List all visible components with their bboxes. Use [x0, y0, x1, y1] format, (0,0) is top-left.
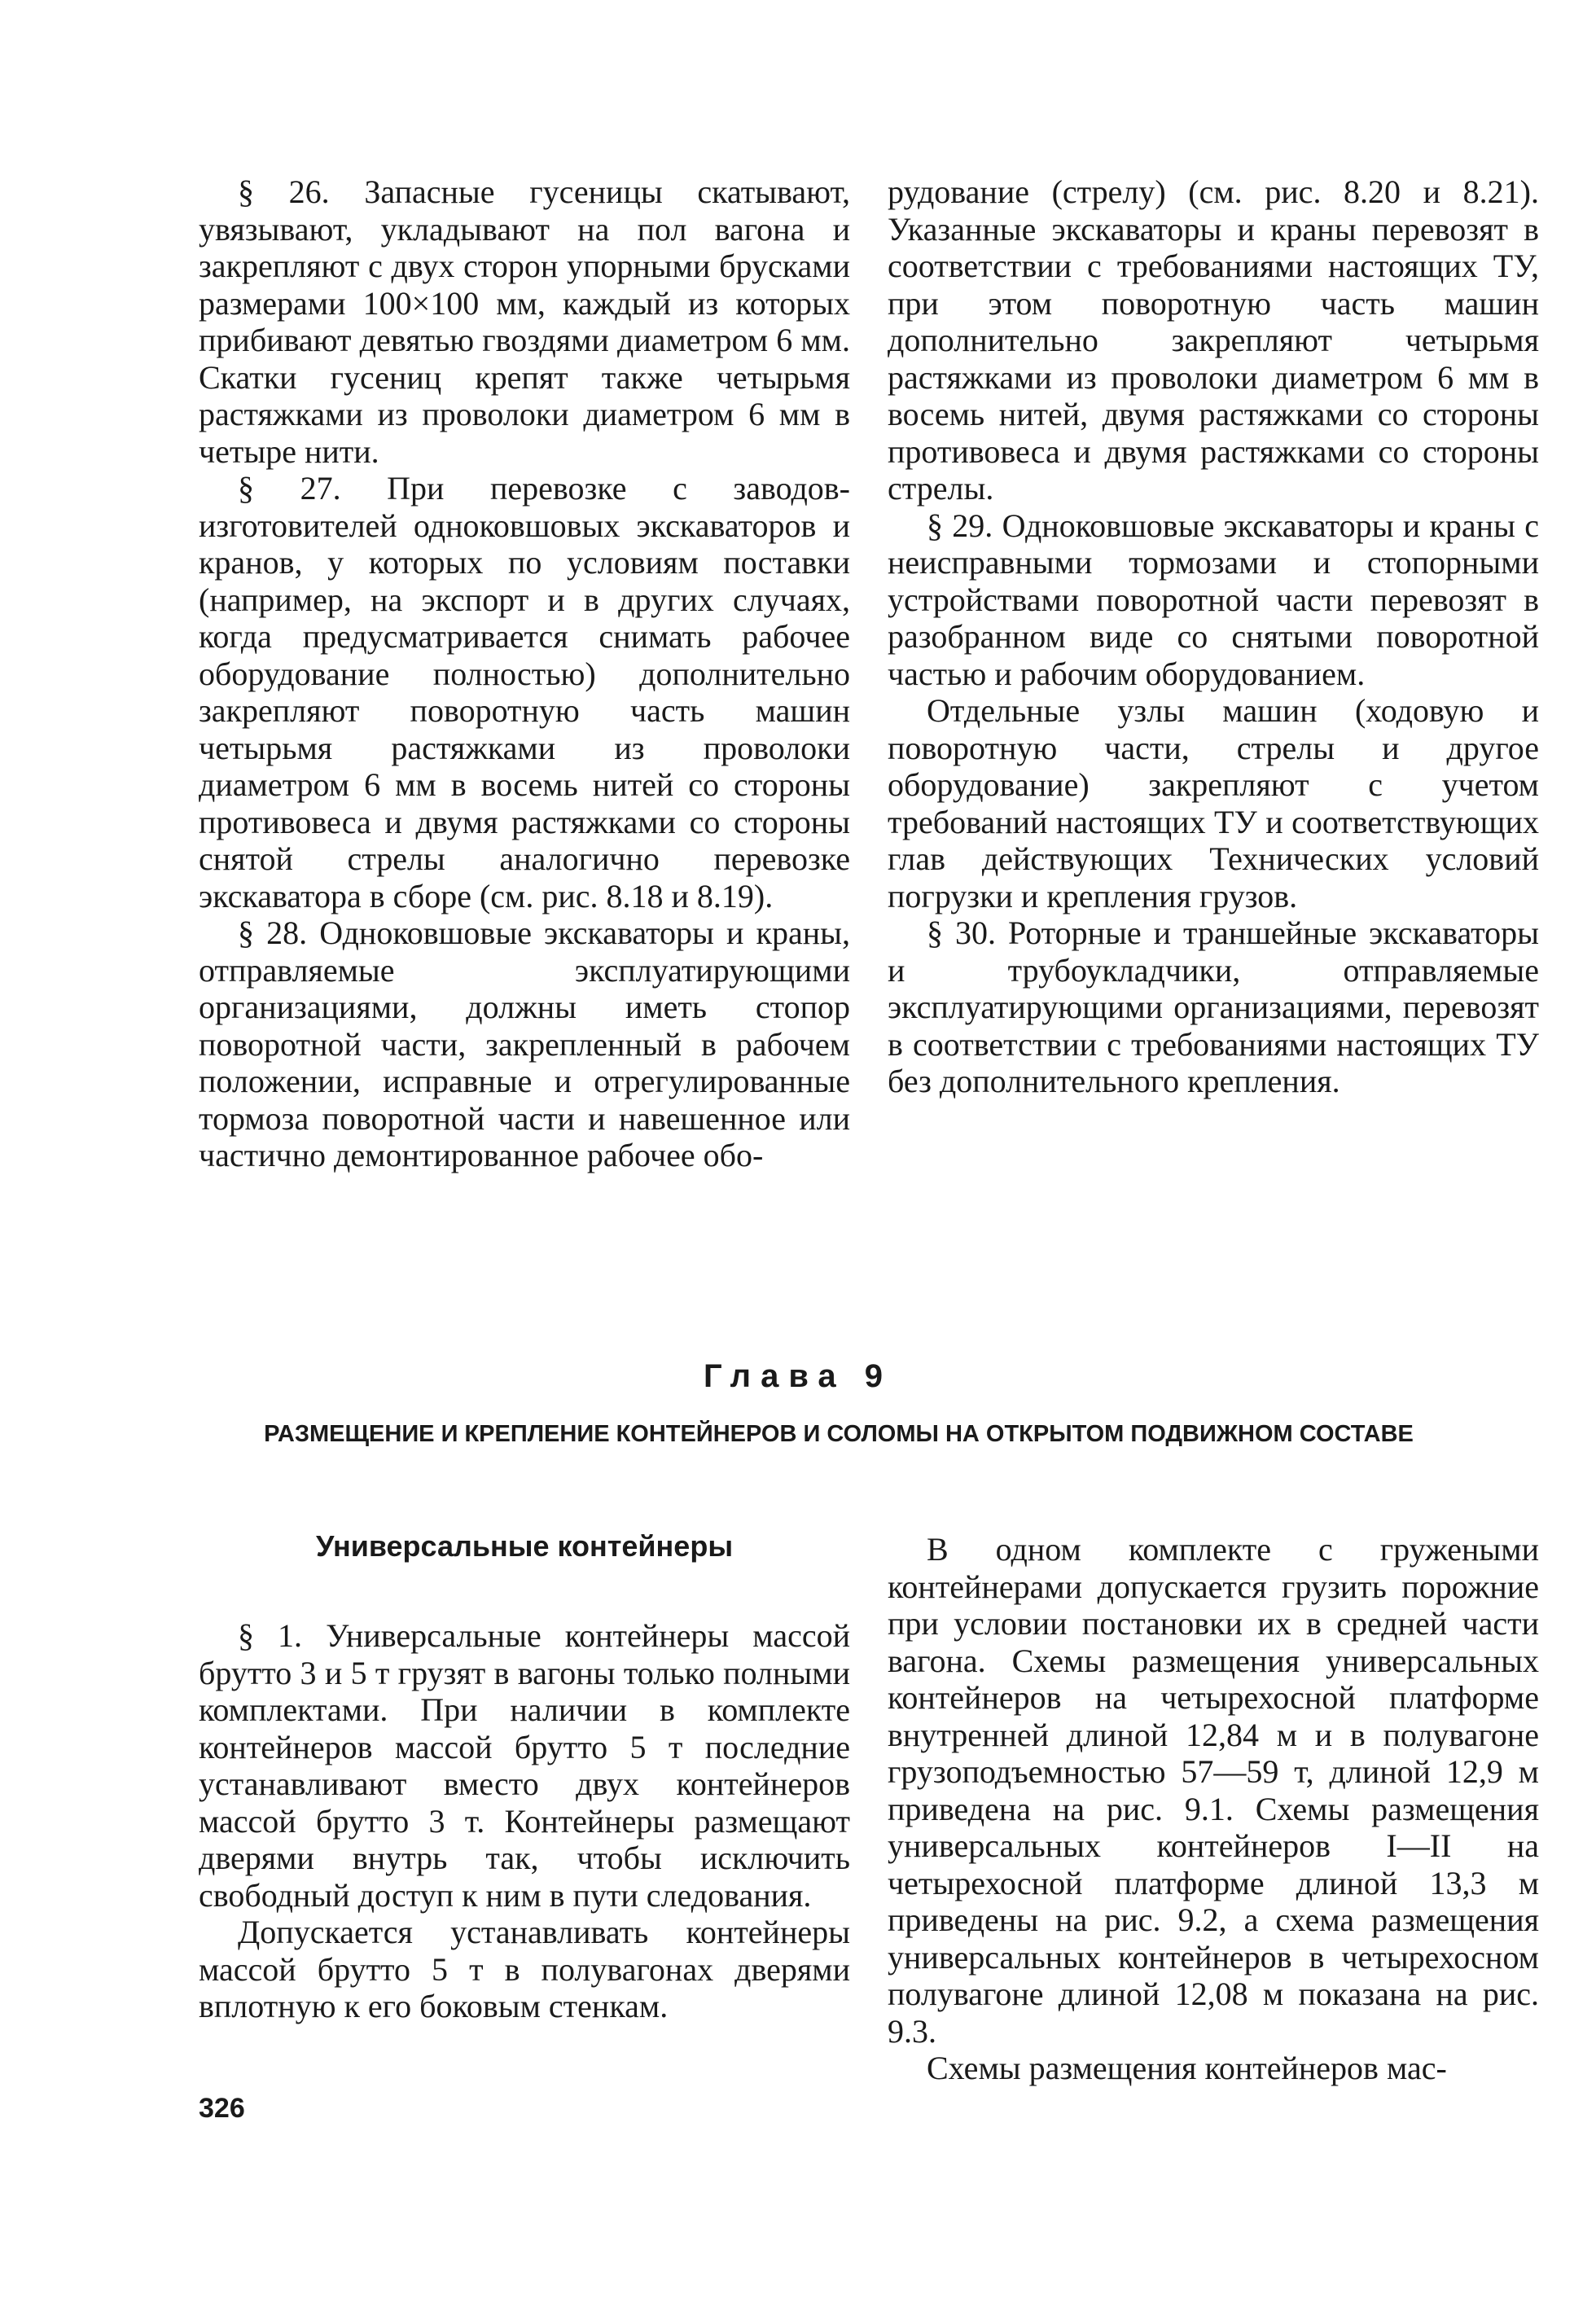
bottom-right-column — [888, 1531, 1539, 2087]
section-heading: Универсальные контейнеры — [315, 1529, 734, 1563]
chapter-title: РАЗМЕЩЕНИЕ И КРЕПЛЕНИЕ КОНТЕЙНЕРОВ И СОЛОМЫ НА ОТКРЫТОМ ПОДВИЖНОМ СОСТАВЕ — [264, 1421, 1414, 1447]
paragraph-empty-containers: В одном комплекте с гружеными контейнерами допускается грузить порожние при условии постановки их в средней части вагона. Схемы размещения универсальных контейнеров на четырехосной платформе внутренней длиной 12,84 м и в полувагоне грузоподъемностью 57—59 т, длиной 12,9 м приведена на рис. 9.1. Схемы размещения универсальных контейнеров I—II на четырехосной платформе длиной 13,3 м приведены на рис. 9.2, а схема размещения универсальных контейнеров в четырехосном полувагоне длиной 12,08 м показана на рис. 9.3. — [888, 1531, 1539, 2050]
top-left-column — [199, 173, 850, 1174]
paragraph-1: § 1. Универсальные контейнеры массой брутто 3 и 5 т грузят в вагоны только полными комплектами. При наличии в комплекте контейнеров массой брутто 5 т последние устанавливают вместо двух контейнеров массой брутто 3 т. Контейнеры размещают дверями внутрь так, чтобы исключить свободный доступ к ним в пути следования. — [199, 1617, 850, 1914]
paragraph-29: § 29. Одноковшовые экскаваторы и краны с неисправными тормозами и стопорными устройствами поворотной части перевозят в разобранном виде со снятыми поворотной частью и рабочим оборудованием. — [888, 507, 1539, 692]
paragraph-separate-units: Отдельные узлы машин (ходовую и поворотную части, стрелы и другое оборудование) закрепляют с учетом требований настоящих ТУ и соответствующих глав действующих Технических условий погрузки и крепления грузов. — [888, 692, 1539, 914]
paragraph-27: § 27. При перевозке с заводов-изготовителей одноковшовых экскаваторов и кранов, у которых по условиям поставки (например, на экспорт и в других случаях, когда предусматривается снимать рабочее оборудование полностью) дополнительно закрепляют поворотную часть машин четырьмя растяжками из проволоки диаметром 6 мм в восемь нитей со стороны противовеса и двумя растяжками со стороны снятой стрелы аналогично перевозке экскаватора в сборе (см. рис. 8.18 и 8.19). — [199, 470, 850, 914]
bottom-left-column — [199, 1617, 850, 2025]
paragraph-schemes: Схемы размещения контейнеров мас- — [927, 2050, 1447, 2086]
paragraph-5t-containers: Допускается устанавливать контейнеры массой брутто 5 т в полувагонах дверями вплотную к его боковым стенкам. — [199, 1914, 850, 2024]
paragraph-30: § 30. Роторные и траншейные экскаваторы и трубоукладчики, отправляемые эксплуатирующими организациями, перевозят в соответствии с требованиями настоящих ТУ без дополнительного крепления. — [888, 914, 1539, 1099]
chapter-label: Глава 9 — [703, 1358, 892, 1394]
paragraph-28-continuation: рудование (стрелу) (см. рис. 8.20 и 8.21). Указанные экскаваторы и краны перевозят в соответствии с требованиями настоящих ТУ, при этом поворотную часть машин дополнительно закрепляют четырьмя растяжками из проволоки диаметром 6 мм в восемь нитей, двумя растяжками со стороны противовеса и двумя растяжками со стороны стрелы. — [888, 173, 1539, 507]
top-right-column — [888, 173, 1539, 1100]
page-number: 326 — [199, 2093, 245, 2124]
paragraph-26: § 26. Запасные гусеницы скатывают, увязывают, укладывают на пол вагона и закрепляют с двух сторон упорными брусками размерами 100×100 мм, каждый из которых прибивают девятью гвоздями диаметром 6 мм. Скатки гусениц крепят также четырьмя растяжками из проволоки диаметром 6 мм в четыре нити. — [199, 173, 850, 470]
paragraph-28: § 28. Одноковшовые экскаваторы и краны, отправляемые эксплуатирующими организациями, должны иметь стопор поворотной части, закрепленный в рабочем положении, исправные и отрегулированные тормоза поворотной части и навешенное или частично демонтированное рабочее обо- — [199, 914, 850, 1173]
